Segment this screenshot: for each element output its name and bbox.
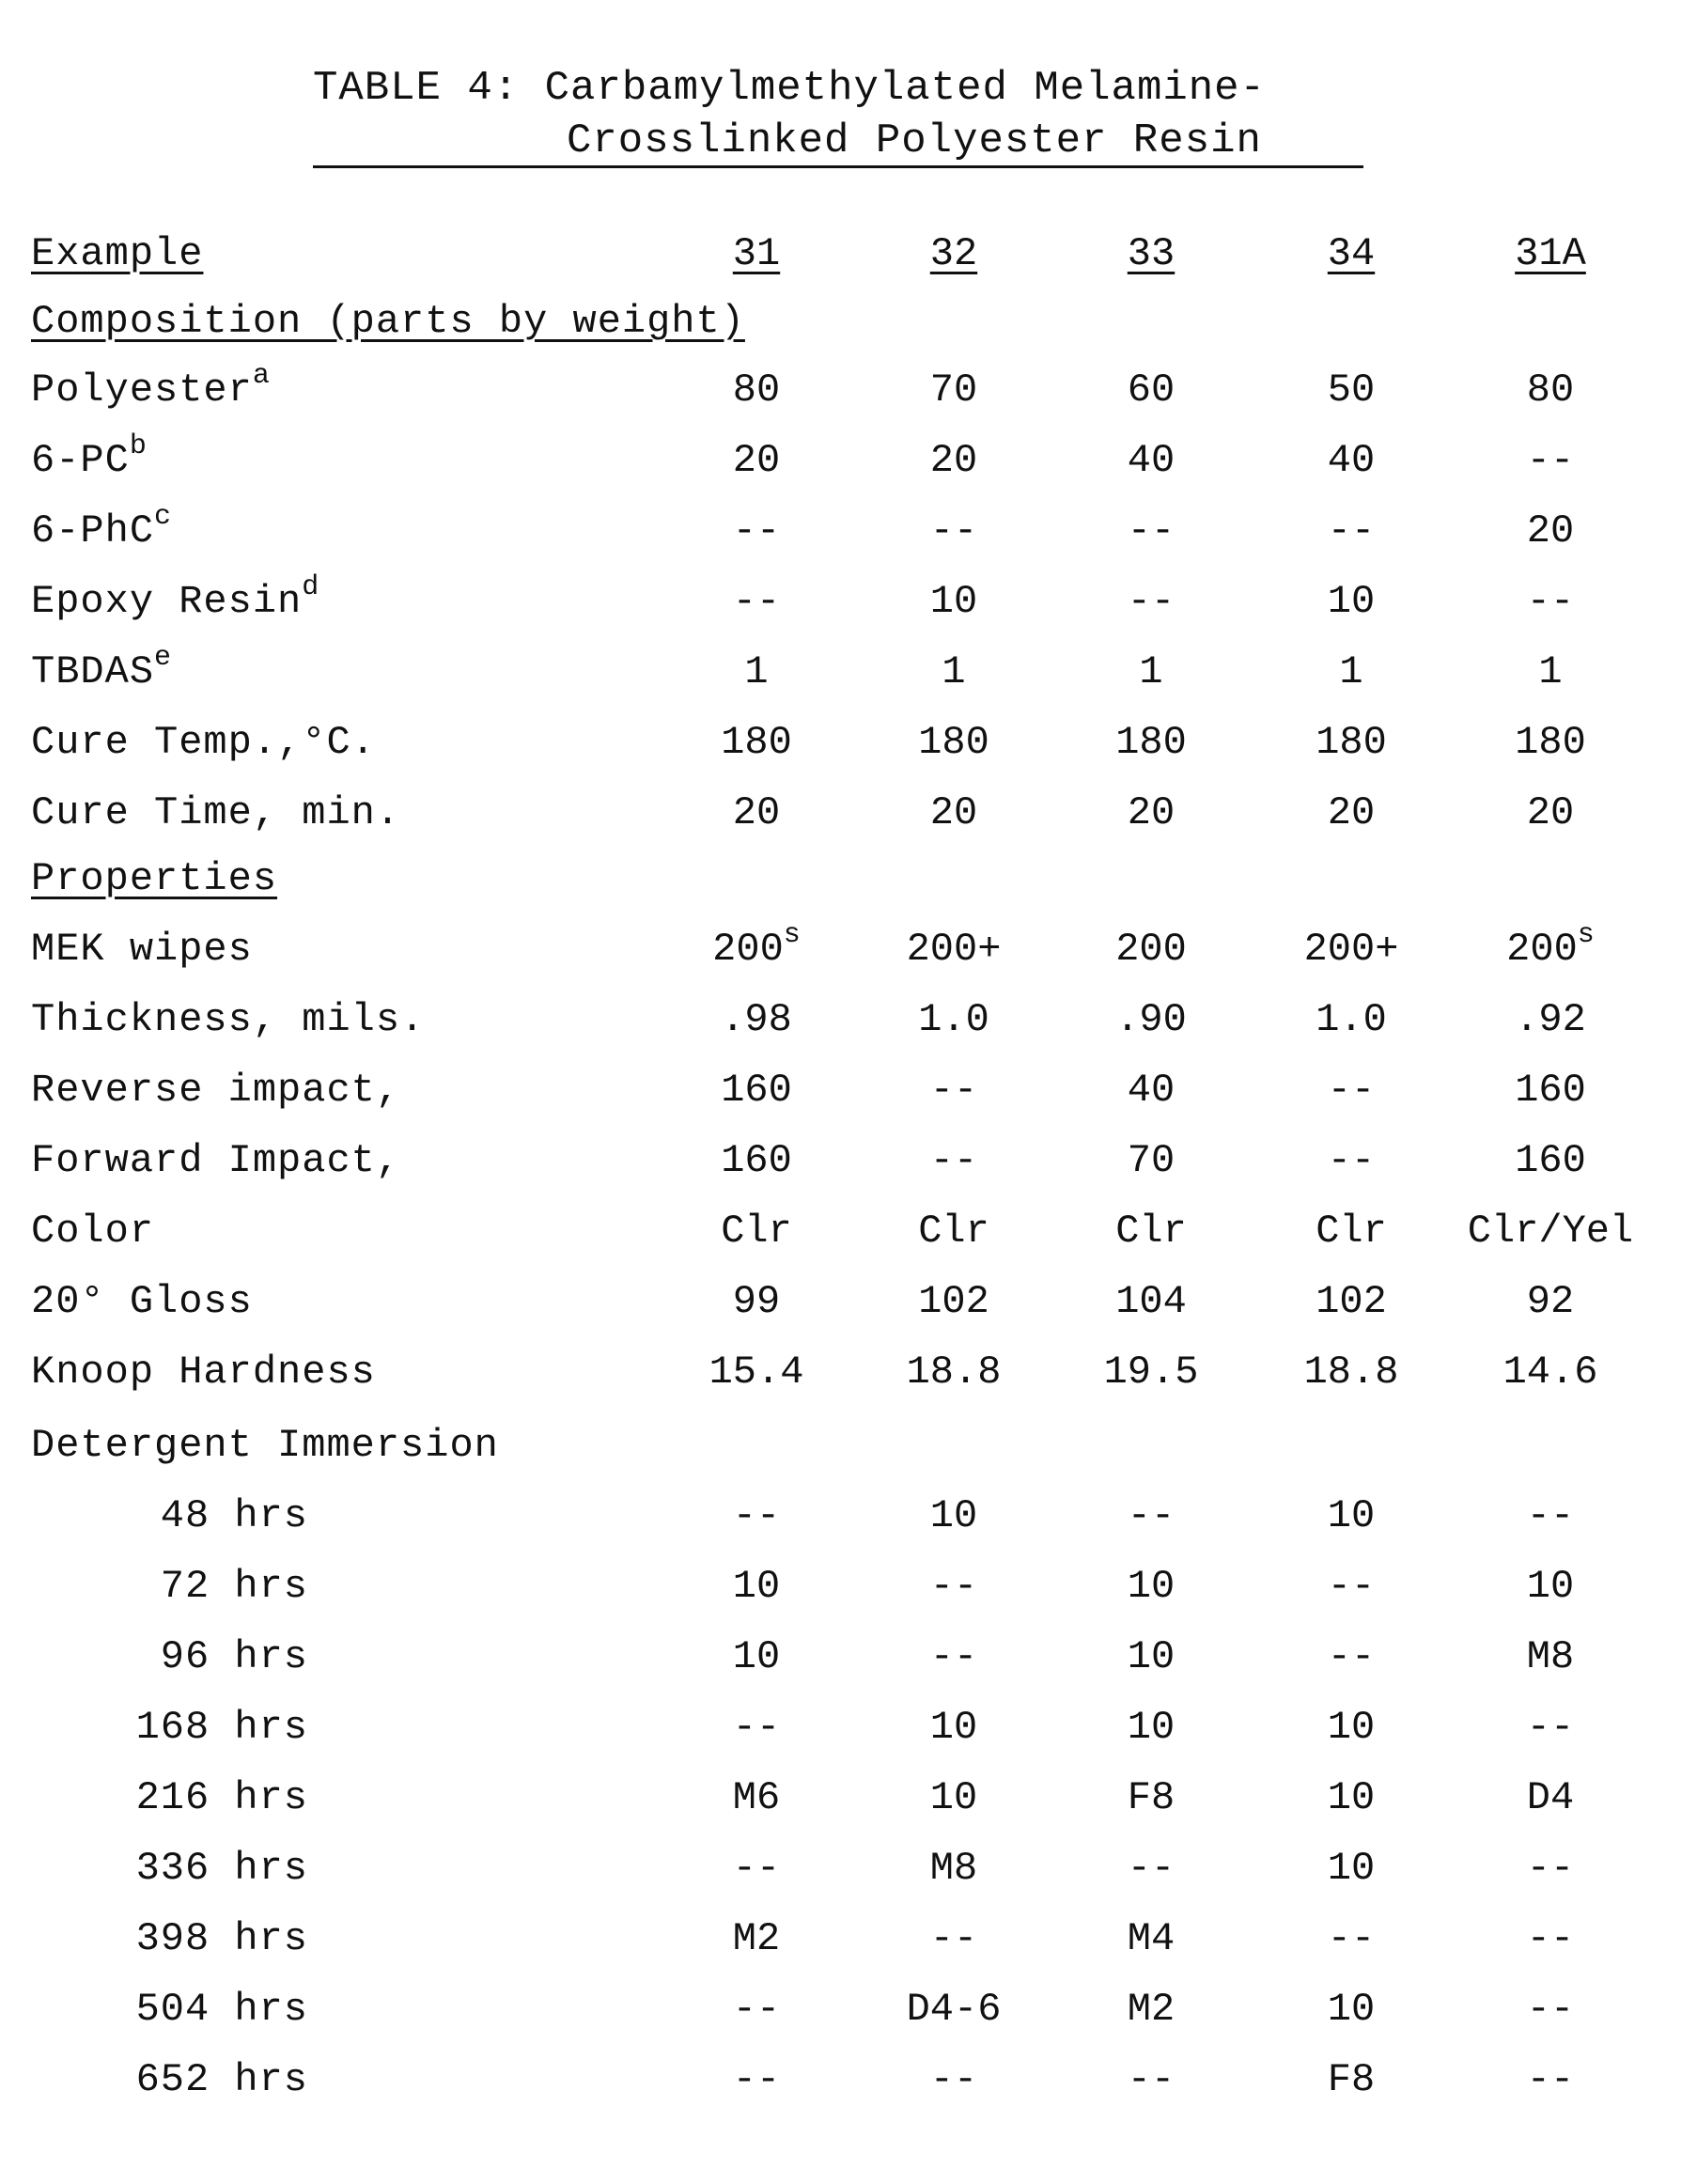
table-cell: --: [929, 1138, 978, 1183]
table-cell: --: [1526, 1846, 1575, 1891]
table-cell: --: [732, 1987, 781, 2032]
table-cell: 10: [1327, 1846, 1376, 1891]
table-cell: --: [929, 1916, 978, 1961]
table-row: [0, 1981, 1697, 2037]
header-label: Example: [31, 231, 204, 276]
composition-section: [0, 293, 1697, 350]
table-cell: --: [1526, 1987, 1575, 2032]
row-label: Knoop Hardness: [31, 1349, 376, 1395]
table-cell: 60: [1127, 367, 1175, 413]
table-cell: --: [732, 579, 781, 624]
table-row: [0, 1062, 1697, 1118]
footnote-marker: c: [154, 501, 173, 533]
table-cell: 1: [1538, 649, 1563, 694]
table-row: [0, 1558, 1697, 1615]
title-underline: [313, 165, 1363, 168]
column-header: 33: [1127, 231, 1175, 276]
table-cell: 10: [1327, 1987, 1376, 2032]
table-title: [313, 62, 1266, 167]
table-cell: 20: [1526, 790, 1575, 835]
table-row: [0, 503, 1697, 559]
footnote-marker: b: [129, 430, 148, 462]
table-cell: 10: [1327, 1775, 1376, 1820]
table-cell: M2: [732, 1916, 781, 1961]
row-label: 652 hrs: [135, 2057, 308, 2102]
table-cell: --: [1526, 2057, 1575, 2102]
table-cell: 20: [1127, 790, 1175, 835]
table-cell: 10: [929, 579, 978, 624]
row-label: 20° Gloss: [31, 1279, 253, 1324]
table-row: [0, 921, 1697, 977]
table-cell: 80: [1526, 367, 1575, 413]
table-cell: 1: [1139, 649, 1163, 694]
row-label: TBDAS$^e$: [31, 642, 173, 694]
table-cell: D4-6: [906, 1987, 1002, 2032]
table-row: [0, 1203, 1697, 1259]
table-cell: 1.0: [1316, 997, 1387, 1042]
table-cell: Clr: [721, 1209, 792, 1254]
table-cell: 20: [1327, 790, 1376, 835]
footnote-marker: d: [302, 571, 320, 603]
row-label: 336 hrs: [135, 1846, 308, 1891]
row-label: 216 hrs: [135, 1775, 308, 1820]
row-label: Forward Impact,: [31, 1138, 401, 1183]
row-label: Color: [31, 1209, 155, 1254]
table-cell: 200+: [1303, 927, 1399, 972]
table-cell: Clr: [1115, 1209, 1187, 1254]
table-row: [0, 1344, 1697, 1400]
table-row: [0, 1132, 1697, 1189]
table-row: [0, 2051, 1697, 2108]
table-cell: --: [732, 1705, 781, 1750]
table-cell: 18.8: [1303, 1349, 1399, 1395]
table-cell: D4: [1526, 1775, 1575, 1820]
table-cell: 10: [1127, 1564, 1175, 1609]
table-cell: --: [1526, 579, 1575, 624]
table-row: [0, 785, 1697, 841]
table-cell: 20: [929, 438, 978, 483]
header-row: [0, 226, 1697, 282]
table-cell: 10: [1327, 1705, 1376, 1750]
table-cell: 20: [732, 790, 781, 835]
table-cell: --: [929, 1564, 978, 1609]
table-row: [0, 1629, 1697, 1685]
table-cell: 200+: [906, 927, 1002, 972]
table-cell: --: [732, 508, 781, 554]
table-cell: 10: [1327, 579, 1376, 624]
table-cell: 15.4: [708, 1349, 804, 1395]
table-cell: --: [732, 1493, 781, 1538]
table-cell: --: [732, 1846, 781, 1891]
table-cell: 70: [929, 367, 978, 413]
table-cell: Clr: [1316, 1209, 1387, 1254]
table-cell: 200$^s$: [712, 919, 801, 972]
table-cell: M8: [1526, 1634, 1575, 1679]
table-cell: 160: [1515, 1068, 1586, 1113]
table-cell: 1: [744, 649, 769, 694]
table-cell: 40: [1127, 438, 1175, 483]
table-cell: --: [1327, 1916, 1376, 1961]
table-cell: --: [1327, 1138, 1376, 1183]
column-header: 32: [929, 231, 978, 276]
table-cell: M2: [1127, 1987, 1175, 2032]
table-cell: --: [1127, 2057, 1175, 2102]
table-cell: M8: [929, 1846, 978, 1891]
footnote-marker: s: [1577, 919, 1595, 951]
table-cell: 20: [732, 438, 781, 483]
table-cell: 200$^s$: [1506, 919, 1595, 972]
table-row: [0, 1840, 1697, 1896]
table-cell: 180: [1515, 720, 1586, 765]
table-cell: 18.8: [906, 1349, 1002, 1395]
table-cell: 1: [942, 649, 966, 694]
table-cell: Clr/Yel: [1467, 1209, 1634, 1254]
table-row: [0, 1488, 1697, 1544]
table-cell: 200: [1115, 927, 1187, 972]
table-cell: --: [1127, 1493, 1175, 1538]
row-label: $6-PC^b$: [31, 430, 148, 483]
table-cell: 102: [918, 1279, 989, 1324]
table-cell: 40: [1327, 438, 1376, 483]
table-cell: 10: [1127, 1705, 1175, 1750]
table-cell: --: [1526, 1705, 1575, 1750]
table-cell: --: [1127, 508, 1175, 554]
table-cell: 10: [1327, 1493, 1376, 1538]
row-label: 72 hrs: [160, 1564, 308, 1609]
section-heading: Detergent Immersion: [31, 1423, 499, 1468]
row-label: Polyester$^a$: [31, 360, 271, 413]
table-cell: F8: [1127, 1775, 1175, 1820]
table-row: [0, 1911, 1697, 1967]
table-cell: --: [732, 2057, 781, 2102]
row-label: Cure Time, min.: [31, 790, 401, 835]
table-cell: 50: [1327, 367, 1376, 413]
table-cell: --: [1327, 1634, 1376, 1679]
table-cell: --: [1526, 438, 1575, 483]
footnote-marker: s: [783, 919, 801, 951]
table-title-line2: Crosslinked Polyester Resin: [567, 117, 1262, 164]
row-label: 504 hrs: [135, 1987, 308, 2032]
table-cell: 10: [1526, 1564, 1575, 1609]
table-cell: .92: [1515, 997, 1586, 1042]
table-cell: --: [1327, 508, 1376, 554]
column-header: 31: [732, 231, 781, 276]
table-cell: 10: [929, 1493, 978, 1538]
table-cell: --: [1127, 579, 1175, 624]
table-cell: 20: [1526, 508, 1575, 554]
row-label: Epoxy Resin$^d$: [31, 571, 320, 624]
table-cell: 160: [721, 1068, 792, 1113]
table-row: [0, 714, 1697, 771]
column-header: 34: [1327, 231, 1376, 276]
footnote-marker: a: [252, 360, 271, 392]
table-cell: 180: [1316, 720, 1387, 765]
table-cell: 160: [1515, 1138, 1586, 1183]
table-cell: 10: [929, 1775, 978, 1820]
row-label: 398 hrs: [135, 1916, 308, 1961]
table-cell: --: [1327, 1564, 1376, 1609]
table-cell: 180: [1115, 720, 1187, 765]
row-label: Thickness, mils.: [31, 997, 426, 1042]
table-cell: 40: [1127, 1068, 1175, 1113]
table-cell: --: [1526, 1493, 1575, 1538]
table-cell: M6: [732, 1775, 781, 1820]
table-cell: 99: [732, 1279, 781, 1324]
table-cell: 10: [929, 1705, 978, 1750]
table-cell: --: [1526, 1916, 1575, 1961]
row-label: 168 hrs: [135, 1705, 308, 1750]
table-cell: 92: [1526, 1279, 1575, 1324]
footnote-marker: e: [154, 642, 173, 674]
table-cell: 70: [1127, 1138, 1175, 1183]
table-cell: 1: [1339, 649, 1363, 694]
section-heading: Properties: [31, 856, 278, 901]
table-cell: 102: [1316, 1279, 1387, 1324]
table-row: [0, 991, 1697, 1048]
table-row: [0, 432, 1697, 489]
table-row: [0, 1273, 1697, 1330]
table-cell: --: [929, 508, 978, 554]
detergent-section: [0, 1417, 1697, 1474]
row-label: Reverse impact,: [31, 1068, 401, 1113]
table-cell: --: [929, 2057, 978, 2102]
table-cell: --: [929, 1634, 978, 1679]
table-cell: --: [1127, 1846, 1175, 1891]
table-cell: --: [929, 1068, 978, 1113]
table-row: [0, 1770, 1697, 1826]
table-cell: Clr: [918, 1209, 989, 1254]
table-cell: 80: [732, 367, 781, 413]
table-row: [0, 362, 1697, 418]
row-label: 96 hrs: [160, 1634, 308, 1679]
row-label: 6-PhC$^c$: [31, 501, 173, 554]
row-label: 48 hrs: [160, 1493, 308, 1538]
table-cell: .90: [1115, 997, 1187, 1042]
table-cell: 10: [1127, 1634, 1175, 1679]
column-header: 31A: [1515, 231, 1586, 276]
table-cell: 180: [918, 720, 989, 765]
section-heading: Composition (parts by weight): [31, 299, 745, 344]
table-cell: 160: [721, 1138, 792, 1183]
table-cell: --: [1327, 1068, 1376, 1113]
table-row: [0, 573, 1697, 630]
table-title-line1: TABLE 4: Carbamylmethylated Melamine-: [313, 65, 1266, 112]
table-cell: F8: [1327, 2057, 1376, 2102]
table-cell: 1.0: [918, 997, 989, 1042]
table-row: [0, 1699, 1697, 1755]
properties-section: [0, 850, 1697, 907]
table-cell: 104: [1115, 1279, 1187, 1324]
table-cell: 14.6: [1502, 1349, 1598, 1395]
table-cell: M4: [1127, 1916, 1175, 1961]
table-cell: 180: [721, 720, 792, 765]
table-cell: 10: [732, 1564, 781, 1609]
row-label: MEK wipes: [31, 927, 253, 972]
table-row: [0, 644, 1697, 700]
table-cell: 20: [929, 790, 978, 835]
table-cell: 10: [732, 1634, 781, 1679]
row-label: Cure Temp.,°C.: [31, 720, 376, 765]
table-cell: 19.5: [1103, 1349, 1199, 1395]
table-cell: .98: [721, 997, 792, 1042]
